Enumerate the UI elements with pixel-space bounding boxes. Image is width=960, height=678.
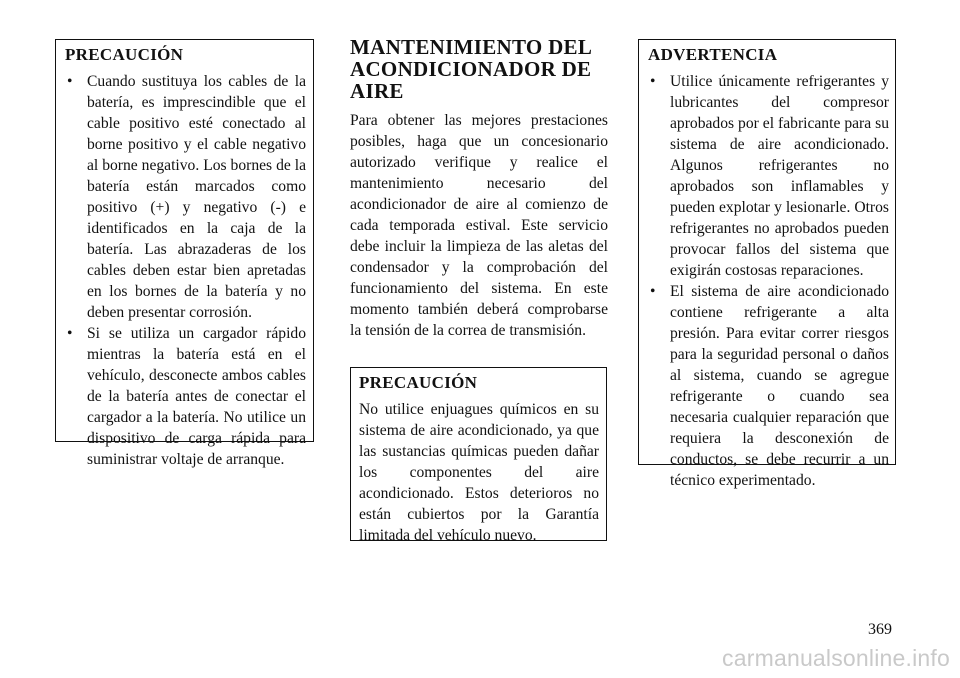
section-title: MANTENIMIENTO DEL ACONDICIONADOR DE AIRE <box>350 35 592 103</box>
warning-title: ADVERTENCIA <box>648 45 778 64</box>
caution-text: No utilice enjuagues químicos en su sistema de aire acondicionado, ya que las sustancias químicas pueden dañar los componentes del aire acondicionado. Estos deterioros no están cubiertos por la Garantía limitada del vehículo nuevo. <box>359 401 599 544</box>
warning-item-approved-refrigerants: • Utilice únicamente refrigerantes y lubricantes del compresor aprobados por el fabricante para su sistema de aire acondicionado. Algunos refrigerantes no aprobados son inflamables y pueden explotar y lesionarle. Otros refrigerantes no aprobados pueden provocar fallos del sistema que exigirán costosas reparaciones. <box>648 71 889 281</box>
warning-item-high-pressure: • El sistema de aire acondicionado contiene refrigerante a alta presión. Para evitar correr riesgos para la seguridad personal o daños al sistema, cuando se agregue refrigerante o cuando sea necesaria cualquier reparación que requiera la desconexión de conductos, se debe recurrir a un técnico experimentado. <box>648 281 889 491</box>
caution-list <box>65 71 306 470</box>
caution-title: PRECAUCIÓN <box>65 45 184 64</box>
caution-item-battery-cables: • Cuando sustituya los cables de la batería, es imprescindible que el cable positivo esté conectado al borne positivo y el cable negativo al borne negativo. Los bornes de la batería están marcados como positivo (+) y negativo (-) e identificados en la caja de la batería. Las abrazaderas de los cables deben estar bien apretadas en los bornes de la batería y no deben presentar corrosión. <box>65 71 306 323</box>
warning-list <box>648 71 889 491</box>
caution-title: PRECAUCIÓN <box>359 373 478 392</box>
caution-box-battery <box>55 39 314 468</box>
section-body: Para obtener las mejores prestaciones posibles, haga que un concesionario autorizado verifique y realice el mantenimiento necesario del acondicionador de aire al comienzo de cada temporada estival. Este servicio debe incluir la limpieza de las aletas del condensador y la comprobación del funcionamiento del sistema. En este momento también deberá comprobarse la tensión de la correa de transmisión. <box>350 112 608 339</box>
caution-item-fast-charger: • Si se utiliza un cargador rápido mientras la batería está en el vehículo, desconecte ambos cables de la batería antes de conectar el cargador a la batería. No utilice un dispositivo de carga rápida para suministrar voltaje de arranque. <box>65 323 306 470</box>
watermark-logo: carmanualsonline.info <box>722 645 950 671</box>
page-number: 369 <box>868 621 892 638</box>
warning-box-refrigerant <box>638 39 896 489</box>
caution-box-chemicals <box>350 367 607 544</box>
